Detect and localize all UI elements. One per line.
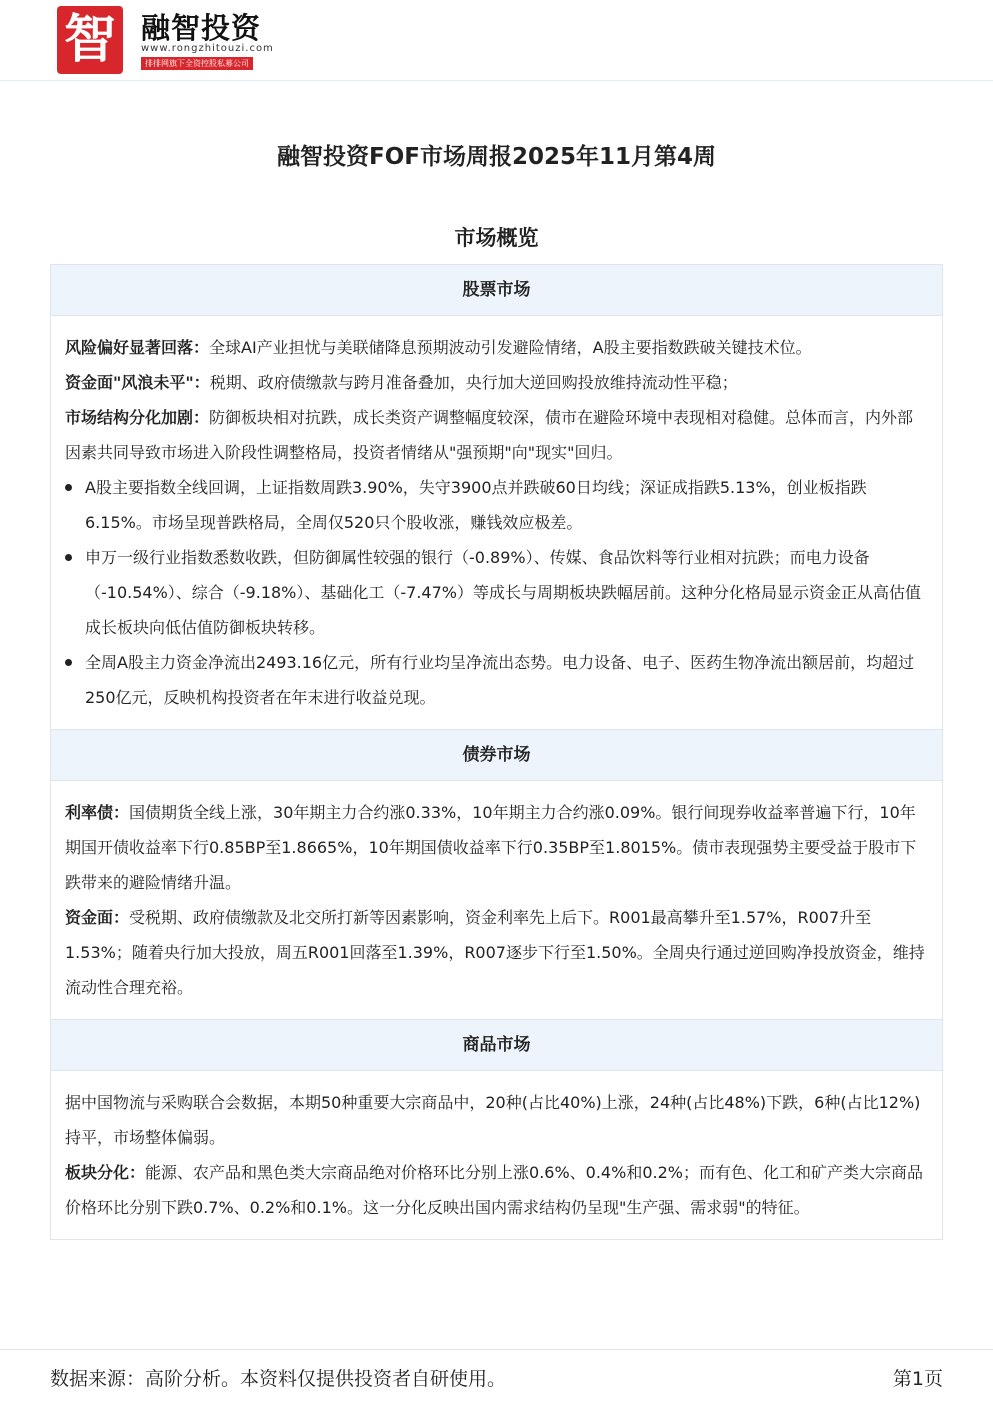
- commodity-paragraph: 据中国物流与采购联合会数据，本期50种重要大宗商品中，20种(占比40%)上涨，24种(占比48%)下跌，6种(占比12%)持平，市场整体偏弱。: [65, 1093, 921, 1147]
- paragraph-text: 税期、政府债缴款与跨月准备叠加，央行加大逆回购投放维持流动性平稳；: [209, 373, 738, 392]
- commodity-market-header: 商品市场: [51, 1019, 942, 1071]
- paragraph-text: 全球AI产业担忧与美联储降息预期波动引发避险情绪，A股主要指数跌破关键技术位。: [209, 338, 812, 357]
- stock-bullet-list: [65, 470, 928, 715]
- stock-paragraph: [65, 365, 928, 400]
- paragraph-label: 板块分化：: [65, 1163, 146, 1182]
- stock-market-panel: [51, 265, 942, 729]
- commodity-market-panel: [51, 1019, 942, 1239]
- brand-logo-icon: 智: [57, 6, 123, 74]
- stock-market-header: 股票市场: [51, 265, 942, 316]
- commodity-paragraph: [65, 1155, 928, 1225]
- page-header: [0, 0, 993, 81]
- document-title: 融智投资FOF市场周报2025年11月第4周: [277, 144, 716, 170]
- paragraph-text: 防御板块相对抗跌，成长类资产调整幅度较深，债市在避险环境中表现相对稳健。总体而言，内外部因素共同导致市场进入阶段性调整格局，投资者情绪从"强预期"向"现实"回归。: [65, 408, 914, 462]
- page-number: 第1页: [892, 1368, 943, 1390]
- paragraph-text: 受税期、政府债缴款及北交所打新等因素影响，资金利率先上后下。R001最高攀升至1.57%，R007升至1.53%；随着央行加大投放，周五R001回落至1.39%，R007逐步下行至1.50%。全周央行通过逆回购净投放资金，维持流动性合理充裕。: [65, 908, 925, 997]
- bond-market-header: 债券市场: [51, 729, 942, 781]
- commodity-market-body: [51, 1071, 942, 1239]
- paragraph-label: 利率债：: [65, 803, 130, 822]
- stock-paragraph: [65, 400, 928, 470]
- brand-url: www.rongzhitouzi.com: [141, 43, 274, 54]
- paragraph-text: 国债期货全线上涨，30年期主力合约涨0.33%，10年期主力合约涨0.09%。银行间现券收益率普遍下行，10年期国开债收益率下行0.85BP至1.8665%，10年期国债收益率下行0.35BP至1.8015%。债市表现强势主要受益于股市下跌带来的避险情绪升温。: [65, 803, 917, 892]
- bond-paragraph: [65, 795, 928, 900]
- paragraph-label: 资金面"风浪未平"：: [65, 373, 210, 392]
- brand-slogan: 排排网旗下全资控股私募公司: [141, 57, 253, 70]
- bond-market-panel: [51, 729, 942, 1019]
- bond-paragraph: [65, 900, 928, 1005]
- page-footer: [0, 1349, 993, 1404]
- bond-market-body: [51, 781, 942, 1019]
- data-source-note: 数据来源：高阶分析。本资料仅提供投资者自研使用。: [50, 1368, 507, 1390]
- stock-market-body: [51, 316, 942, 729]
- stock-paragraph: [65, 330, 928, 365]
- brand-name: 融智投资: [141, 11, 262, 45]
- paragraph-label: 市场结构分化加剧：: [65, 408, 210, 427]
- section-title: 市场概览: [454, 226, 539, 250]
- list-item: A股主要指数全线回调，上证指数周跌3.90%，失守3900点并跌破60日均线；深证成指跌5.13%，创业板指跌6.15%。市场呈现普跌格局，全周仅520只个股收涨，赚钱效应极差。: [65, 470, 928, 540]
- list-item: 全周A股主力资金净流出2493.16亿元，所有行业均呈净流出态势。电力设备、电子、医药生物净流出额居前，均超过250亿元，反映机构投资者在年末进行收益兑现。: [65, 645, 928, 715]
- paragraph-label: 风险偏好显著回落：: [65, 338, 210, 357]
- market-overview: [50, 264, 943, 1240]
- list-item: 申万一级行业指数悉数收跌，但防御属性较强的银行（-0.89%）、传媒、食品饮料等行业相对抗跌；而电力设备（-10.54%）、综合（-9.18%）、基础化工（-7.47%）等成长与周期板块跌幅居前。这种分化格局显示资金正从高估值成长板块向低估值防御板块转移。: [65, 540, 928, 645]
- paragraph-label: 资金面：: [65, 908, 130, 927]
- paragraph-text: 能源、农产品和黑色类大宗商品绝对价格环比分别上涨0.6%、0.4%和0.2%；而有色、化工和矿产类大宗商品价格环比分别下跌0.7%、0.2%和0.1%。这一分化反映出国内需求结构仍呈现"生产强、需求弱"的特征。: [65, 1163, 923, 1217]
